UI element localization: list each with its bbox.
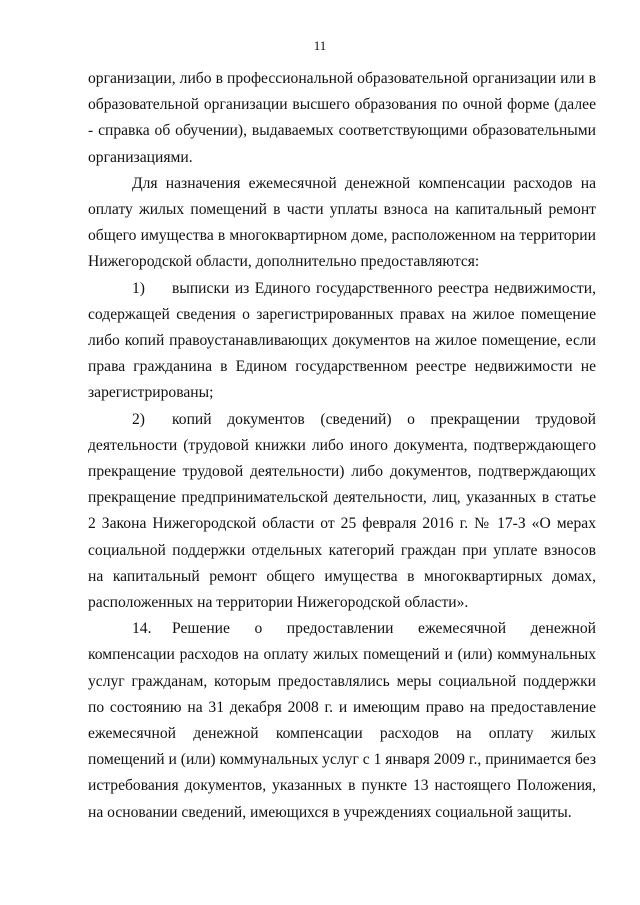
clause-14 (88, 616, 596, 826)
list-item-1 (88, 276, 596, 407)
list-item-2-number: 2) (132, 410, 145, 428)
clause-14-number: 14. (132, 620, 152, 638)
list-item-1-number: 1) (132, 279, 145, 297)
paragraph-continuation: организации, либо в профессиональной образовательной организации или в образовательной организации высшего образования по очной форме (далее - справка об обучении), выдаваемых соответствующими образовательными организациями. (88, 70, 596, 166)
page-number: 11 (313, 38, 327, 53)
list-item-2-text: копий документов (сведений) о прекращении трудовой деятельности (трудовой книжки либо иного документа, подтверждающего прекращение трудовой деятельности) либо документов, подтверждающих прекращение предпринимательской деятельности, лиц, указанных в статье 2 Закона Нижегородской области от 25 февраля 2016 г. № 17-З «О мерах социальной поддержки отдельных категорий граждан при уплате взносов на капитальный ремонт общего имущества в многоквартирных домах, расположенных на территории Нижегородской области». (88, 410, 596, 612)
list-item-2 (88, 407, 596, 617)
clause-14-text: Решение о предоставлении ежемесячной денежной компенсации расходов на оплату жилых помещений и (или) коммунальных услуг гражданам, которым предоставлялись меры социальной поддержки по состоянию на 31 декабря 2008 г. и имеющим право на предоставление ежемесячной денежной компенсации расходов на оплату жилых помещений и (или) коммунальных услуг с 1 января 2009 г., принимается без истребования документов, указанных в пункте 13 настоящего Положения, на основании сведений, имеющихся в учреждениях социальной защиты. (88, 620, 596, 821)
document-body (88, 66, 596, 826)
paragraph-additional-documents: Для назначения ежемесячной денежной компенсации расходов на оплату жилых помещений в части уплаты взноса на капитальный ремонт общего имущества в многоквартирном доме, расположенном на территории Нижегородской области, дополнительно предоставляются: (88, 174, 596, 271)
list-item-1-text: выписки из Единого государственного реестра недвижимости, содержащей сведения о зарегистрированных правах на жилое помещение либо копий правоустанавливающих документов на жилое помещение, если права гражданина в Едином государственном реестре недвижимости не зарегистрированы; (88, 279, 596, 402)
